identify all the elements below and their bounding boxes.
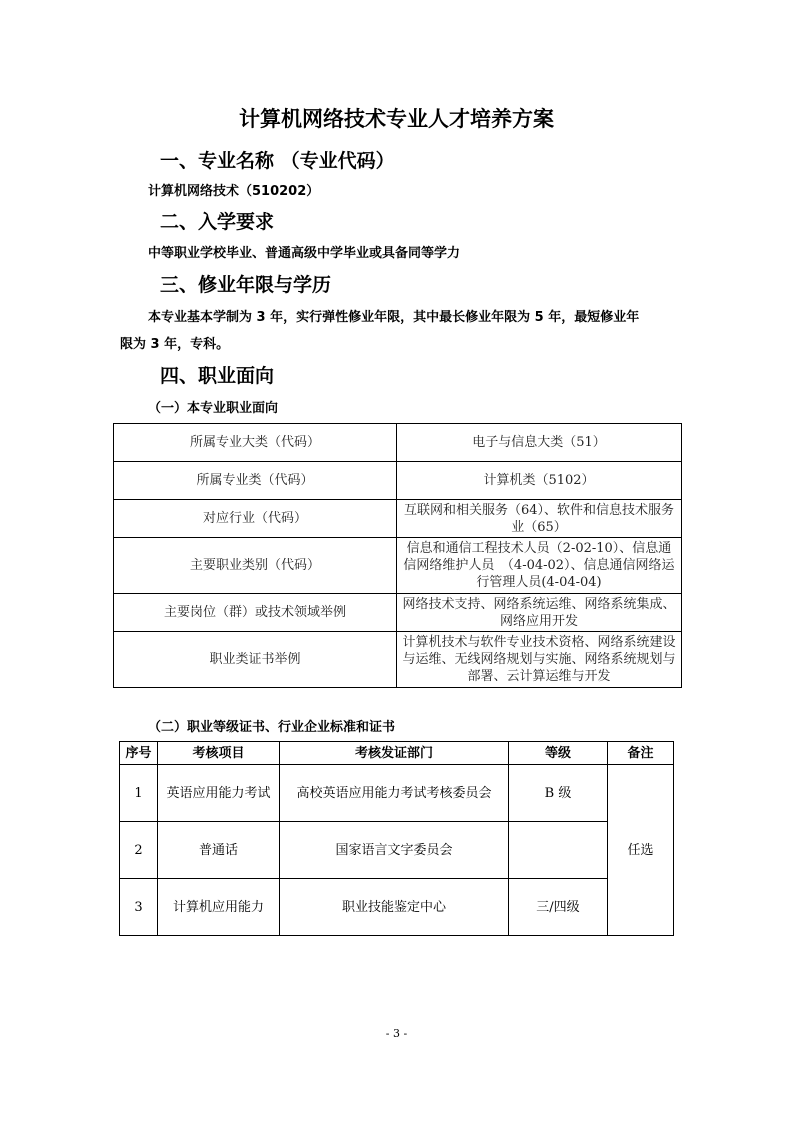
cell-item: 计算机应用能力	[158, 879, 280, 936]
row-label: 职业类证书举例	[114, 632, 397, 688]
row-value: 计算机类（5102）	[397, 462, 682, 500]
cell-dept: 职业技能鉴定中心	[280, 879, 509, 936]
row-label: 所属专业大类（代码）	[114, 424, 397, 462]
table-row	[120, 765, 674, 822]
cell-level: B 级	[509, 765, 608, 822]
cell-level	[509, 822, 608, 879]
row-label: 对应行业（代码）	[114, 500, 397, 538]
career-orientation-table	[113, 423, 682, 688]
header-no: 序号	[120, 742, 158, 765]
header-dept: 考核发证部门	[280, 742, 509, 765]
cell-no: 3	[120, 879, 158, 936]
table-row	[114, 594, 682, 632]
cell-item: 英语应用能力考试	[158, 765, 280, 822]
row-label: 主要岗位（群）或技术领域举例	[114, 594, 397, 632]
cell-level: 三/四级	[509, 879, 608, 936]
section-heading-2: 二、入学要求	[160, 211, 275, 233]
cell-no: 1	[120, 765, 158, 822]
row-value: 计算机技术与软件专业技术资格、网络系统建设与运维、无线网络规划与实施、网络系统规划与部署、云计算运维与开发	[397, 632, 682, 688]
study-years-line-1: 本专业基本学制为 3 年，实行弹性修业年限，其中最长修业年限为 5 年，最短修业年	[148, 310, 640, 325]
admission-text: 中等职业学校毕业、普通高级中学毕业或具备同等学力	[148, 246, 461, 261]
cell-note: 任选	[608, 765, 674, 936]
row-label: 所属专业类（代码）	[114, 462, 397, 500]
row-value: 网络技术支持、网络系统运维、网络系统集成、网络应用开发	[397, 594, 682, 632]
subsection-heading-2: （二）职业等级证书、行业企业标准和证书	[148, 720, 396, 735]
table-row	[114, 462, 682, 500]
row-value: 互联网和相关服务（64）、软件和信息技术服务业（65）	[397, 500, 682, 538]
page-title: 计算机网络技术专业人才培养方案	[239, 107, 554, 131]
table-row	[114, 424, 682, 462]
cell-no: 2	[120, 822, 158, 879]
header-level: 等级	[509, 742, 608, 765]
header-note: 备注	[608, 742, 674, 765]
row-label: 主要职业类别（代码）	[114, 538, 397, 594]
table-row	[120, 879, 674, 936]
table-row	[114, 632, 682, 688]
page-number: - 3 -	[385, 1027, 408, 1040]
header-item: 考核项目	[158, 742, 280, 765]
section-heading-3: 三、修业年限与学历	[160, 274, 332, 296]
table-header-row	[120, 742, 674, 765]
major-name-text: 计算机网络技术（510202）	[148, 184, 320, 199]
table-row	[114, 538, 682, 594]
cell-dept: 高校英语应用能力考试考核委员会	[280, 765, 509, 822]
cell-item: 普通话	[158, 822, 280, 879]
section-heading-4: 四、职业面向	[160, 365, 275, 387]
table-row	[120, 822, 674, 879]
certificate-table	[119, 741, 674, 936]
cell-dept: 国家语言文字委员会	[280, 822, 509, 879]
table-row	[114, 500, 682, 538]
study-years-line-2: 限为 3 年，专科。	[120, 337, 230, 352]
section-heading-1: 一、专业名称 （专业代码）	[160, 150, 395, 172]
row-value: 电子与信息大类（51）	[397, 424, 682, 462]
row-value: 信息和通信工程技术人员（2-02-10）、信息通信网络维护人员 （4-04-02）、信息通信网络运行管理人员(4-04-04)	[397, 538, 682, 594]
subsection-heading-1: （一）本专业职业面向	[148, 401, 279, 416]
